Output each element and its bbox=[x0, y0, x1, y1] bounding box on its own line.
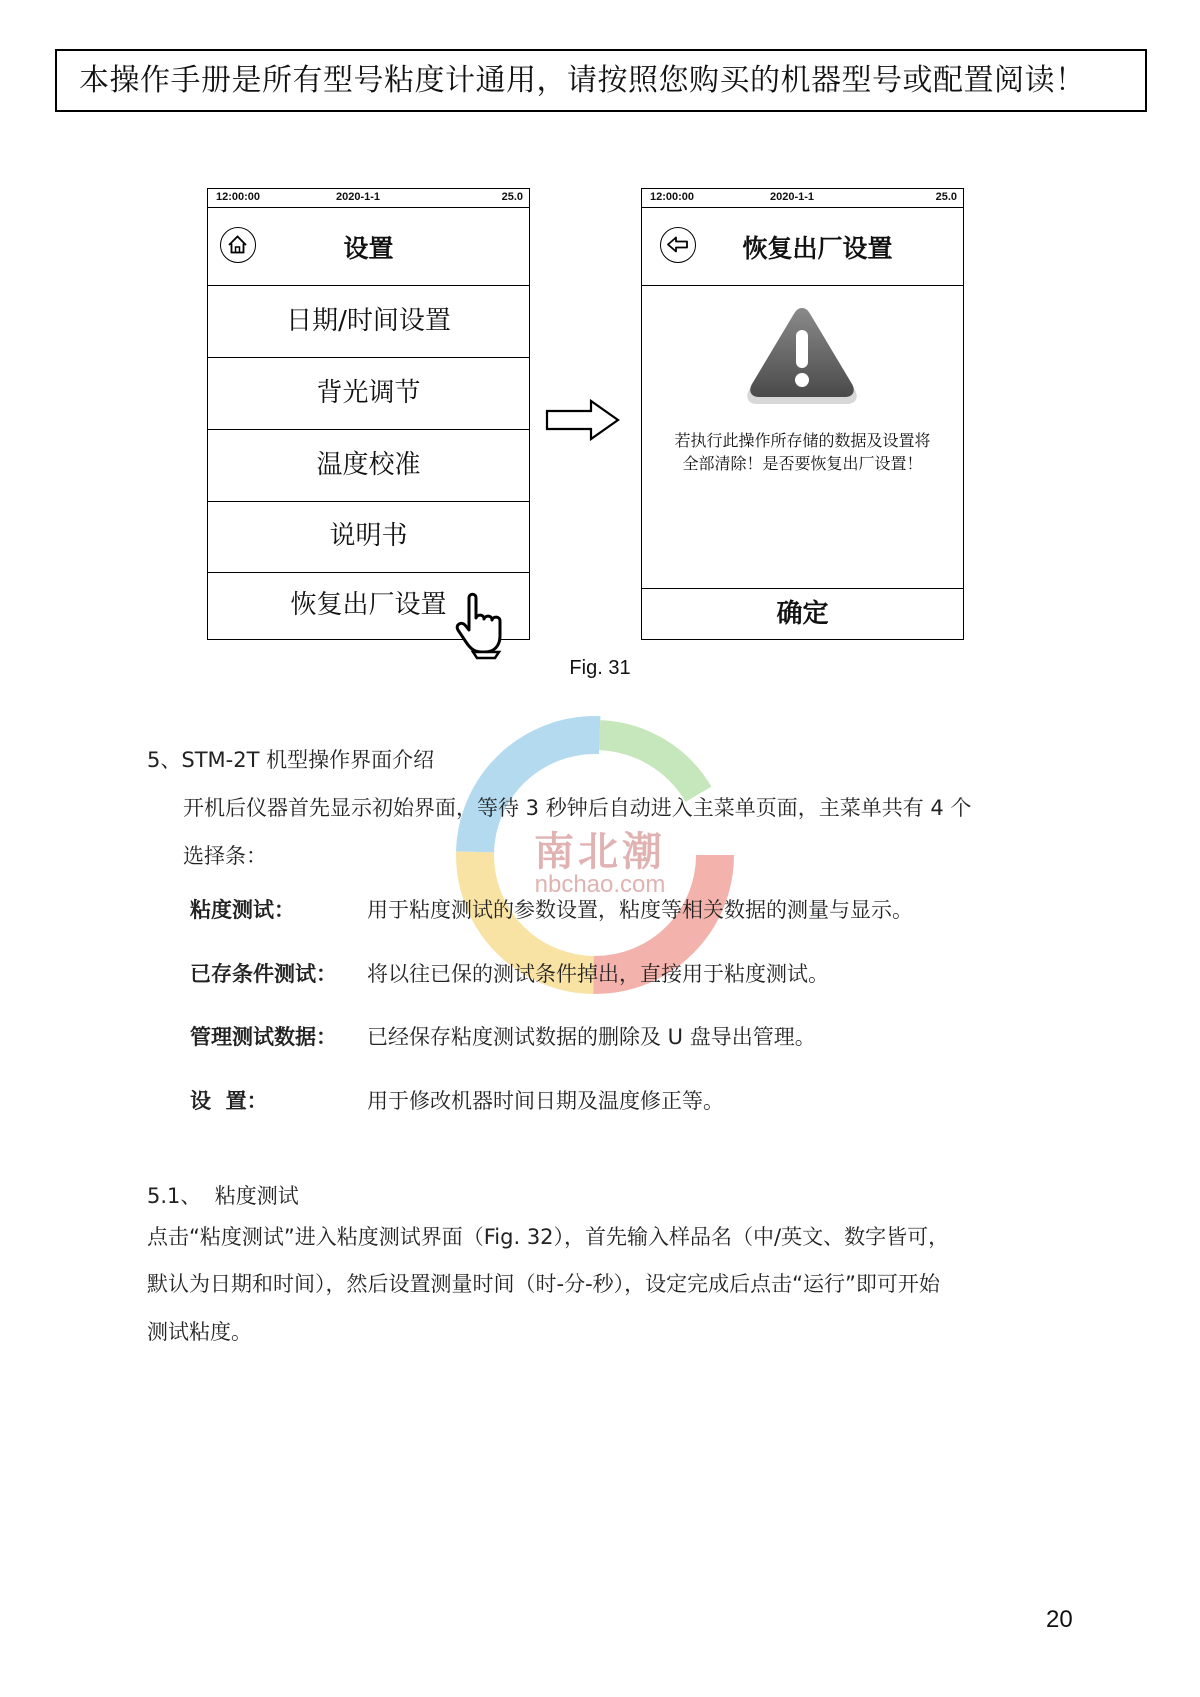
warning-line-2: 全部清除！是否要恢复出厂设置！ bbox=[682, 454, 923, 473]
figure-caption: Fig. 31 bbox=[569, 657, 631, 679]
watermark-text bbox=[500, 820, 700, 899]
pointing-hand-icon bbox=[455, 588, 527, 660]
section-5-1-line-3: 测试粘度。 bbox=[147, 1320, 252, 1344]
section-5-1-line-2: 默认为日期和时间），然后设置测量时间（时-分-秒），设定完成后点击“运行”即可开始 bbox=[147, 1272, 940, 1296]
status-temperature: 25.0 bbox=[935, 191, 957, 203]
section-5-intro-line-2: 选择条： bbox=[183, 844, 267, 868]
menu-item-factory-reset[interactable]: 恢复出厂设置 bbox=[290, 590, 447, 620]
settings-header bbox=[208, 207, 529, 286]
menu-item-datetime[interactable]: 日期/时间设置 bbox=[208, 286, 529, 358]
watermark-text-url: nbchao.com bbox=[534, 871, 666, 898]
desc-settings: 用于修改机器时间日期及温度修正等。 bbox=[367, 1089, 724, 1113]
term-settings: 设 置： bbox=[190, 1089, 268, 1113]
factory-reset-title: 恢复出厂设置 bbox=[742, 234, 893, 263]
term-saved-condition-test: 已存条件测试： bbox=[190, 962, 337, 986]
factory-reset-header bbox=[642, 207, 963, 286]
confirm-button[interactable]: 确定 bbox=[642, 588, 963, 639]
warning-line-1: 若执行此操作所存储的数据及设置将 bbox=[674, 431, 931, 450]
term-viscosity-test: 粘度测试： bbox=[190, 898, 295, 922]
status-temperature: 25.0 bbox=[501, 191, 523, 203]
section-5-intro-line-1: 开机后仪器首先显示初始界面，等待 3 秒钟后自动进入主菜单页面，主菜单共有 4 个 bbox=[183, 796, 972, 820]
section-5-heading: 5、STM-2T 机型操作界面介绍 bbox=[147, 748, 435, 772]
factory-reset-screen bbox=[641, 188, 964, 640]
term-manage-test-data: 管理测试数据： bbox=[190, 1025, 337, 1049]
desc-saved-condition-test: 将以往已保的测试条件掉出，直接用于粘度测试。 bbox=[367, 962, 829, 986]
section-5-1-line-1: 点击“粘度测试”进入粘度测试界面（Fig. 32），首先输入样品名（中/英文、数字皆可， bbox=[147, 1225, 950, 1249]
page-number: 20 bbox=[1046, 1606, 1073, 1633]
notice-banner: 本操作手册是所有型号粘度计通用，请按照您购买的机器型号或配置阅读！ bbox=[55, 49, 1147, 112]
menu-item-temperature-calibration[interactable]: 温度校准 bbox=[208, 429, 529, 502]
watermark-text-cn: 南北潮 bbox=[534, 828, 666, 875]
status-date: 2020-1-1 bbox=[336, 191, 381, 203]
status-bar bbox=[208, 189, 529, 208]
desc-manage-test-data: 已经保存粘度测试数据的删除及 U 盘导出管理。 bbox=[367, 1025, 816, 1049]
settings-screen bbox=[207, 188, 530, 640]
status-bar bbox=[642, 189, 963, 208]
status-time: 12:00:00 bbox=[216, 191, 261, 203]
menu-item-backlight[interactable]: 背光调节 bbox=[208, 357, 529, 430]
settings-title: 设置 bbox=[343, 234, 394, 263]
status-time: 12:00:00 bbox=[650, 191, 695, 203]
right-arrow-icon bbox=[545, 398, 621, 442]
warning-triangle-icon bbox=[742, 304, 862, 412]
desc-viscosity-test: 用于粘度测试的参数设置，粘度等相关数据的测量与显示。 bbox=[367, 898, 913, 922]
section-5-1-heading: 5.1、 粘度测试 bbox=[147, 1184, 299, 1208]
menu-item-manual[interactable]: 说明书 bbox=[208, 501, 529, 573]
status-date: 2020-1-1 bbox=[770, 191, 815, 203]
warning-message bbox=[650, 429, 955, 475]
